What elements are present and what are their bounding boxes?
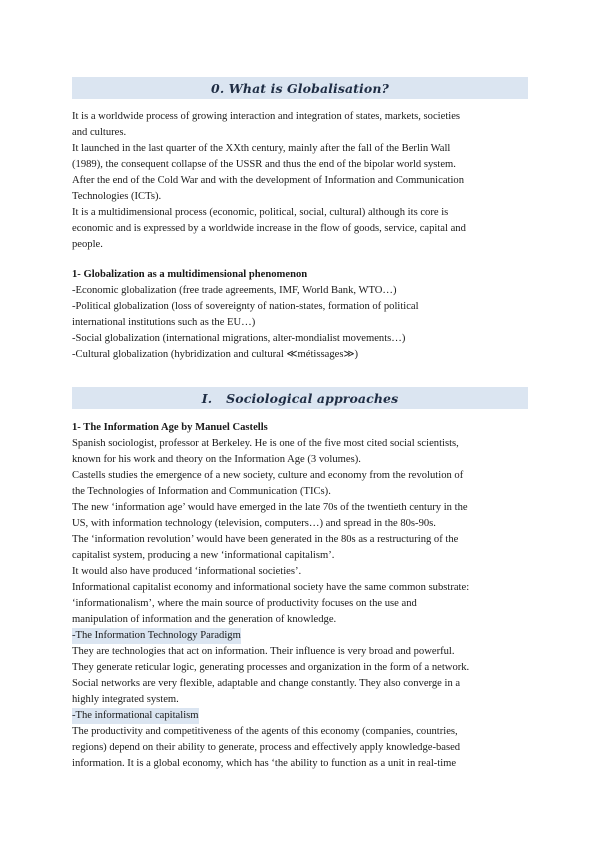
paragraph-line: Technologies (ICTs). (72, 191, 162, 202)
section-0-title: 0. What is Globalisation? (211, 80, 389, 96)
paragraph-line: regions) depend on their ability to generate, process and effectively apply knowledge-based (72, 742, 461, 753)
paragraph-line: They are technologies that act on information. Their influence is very broad and powerful. (72, 646, 455, 657)
paragraph-line: Social networks are very flexible, adaptable and change constantly. They also converge in a (72, 678, 461, 689)
paragraph-line: Spanish sociologist, professor at Berkeley. He is one of the five most cited social scientists, (72, 438, 459, 449)
subsection-heading: 1- The Information Age by Manuel Castells (72, 422, 268, 433)
section-1-number: I. (201, 390, 213, 406)
paragraph-line: It is a worldwide process of growing interaction and integration of states, markets, societies (72, 111, 461, 122)
paragraph-line: known for his work and theory on the Information Age (3 volumes). (72, 454, 361, 465)
highlighted-subheading: -The informational capitalism (72, 708, 199, 724)
paragraph-line: The ‘information revolution’ would have been generated in the 80s as a restructuring of the (72, 534, 459, 545)
paragraph-line: information. It is a global economy, which has ‘the ability to function as a unit in real-time (72, 758, 457, 769)
section-1-body (72, 420, 528, 772)
paragraph-line: ‘informationalism’, where the main source of productivity focuses on the use and (72, 598, 417, 609)
section-0-header (72, 77, 528, 99)
paragraph-line: They generate reticular logic, generating processes and organization in the form of a network. (72, 662, 470, 673)
paragraph-line: highly integrated system. (72, 694, 179, 705)
subsection-1-body (72, 267, 528, 363)
paragraph-line: capitalist system, producing a new ‘informational capitalism’. (72, 550, 335, 561)
paragraph-line: The productivity and competitiveness of the agents of this economy (companies, countries, (72, 726, 458, 737)
paragraph-line: It is a multidimensional process (economic, political, social, cultural) although its core is (72, 207, 449, 218)
list-line: -Cultural globalization (hybridization and cultural ≪métissages≫) (72, 349, 359, 360)
section-1-title: Sociological approaches (226, 390, 399, 406)
paragraph-line: Castells studies the emergence of a new society, culture and economy from the revolution of (72, 470, 464, 481)
paragraph-line: and cultures. (72, 127, 127, 138)
section-0-body (72, 109, 528, 253)
paragraph-line: people. (72, 239, 103, 250)
paragraph-line: It launched in the last quarter of the XXth century, mainly after the fall of the Berlin Wall (72, 143, 451, 154)
list-line: -Economic globalization (free trade agreements, IMF, World Bank, WTO…) (72, 285, 397, 296)
paragraph-line: It would also have produced ‘informational societies’. (72, 566, 302, 577)
paragraph-line: economic and is expressed by a worldwide increase in the flow of goods, service, capital and (72, 223, 466, 234)
subsection-heading: 1- Globalization as a multidimensional phenomenon (72, 269, 308, 280)
paragraph-line: (1989), the consequent collapse of the USSR and thus the end of the bipolar world system. (72, 159, 456, 170)
list-line: -Political globalization (loss of sovereignty of nation-states, formation of political (72, 301, 419, 312)
paragraph-line: Informational capitalist economy and informational society have the same common substrate: (72, 582, 470, 593)
list-line: international institutions such as the EU…) (72, 317, 256, 328)
paragraph-line: The new ‘information age’ would have emerged in the late 70s of the twentieth century in the (72, 502, 468, 513)
paragraph-line: After the end of the Cold War and with the development of Information and Communication (72, 175, 464, 186)
section-1-header (72, 387, 528, 409)
paragraph-line: the Technologies of Information and Communication (TICs). (72, 486, 331, 497)
paragraph-line: US, with information technology (television, computers…) and spread in the 80s-90s. (72, 518, 436, 529)
highlighted-subheading: -The Information Technology Paradigm (72, 628, 241, 644)
paragraph-line: manipulation of information and the generation of knowledge. (72, 614, 337, 625)
list-line: -Social globalization (international migrations, alter-mondialist movements…) (72, 333, 406, 344)
